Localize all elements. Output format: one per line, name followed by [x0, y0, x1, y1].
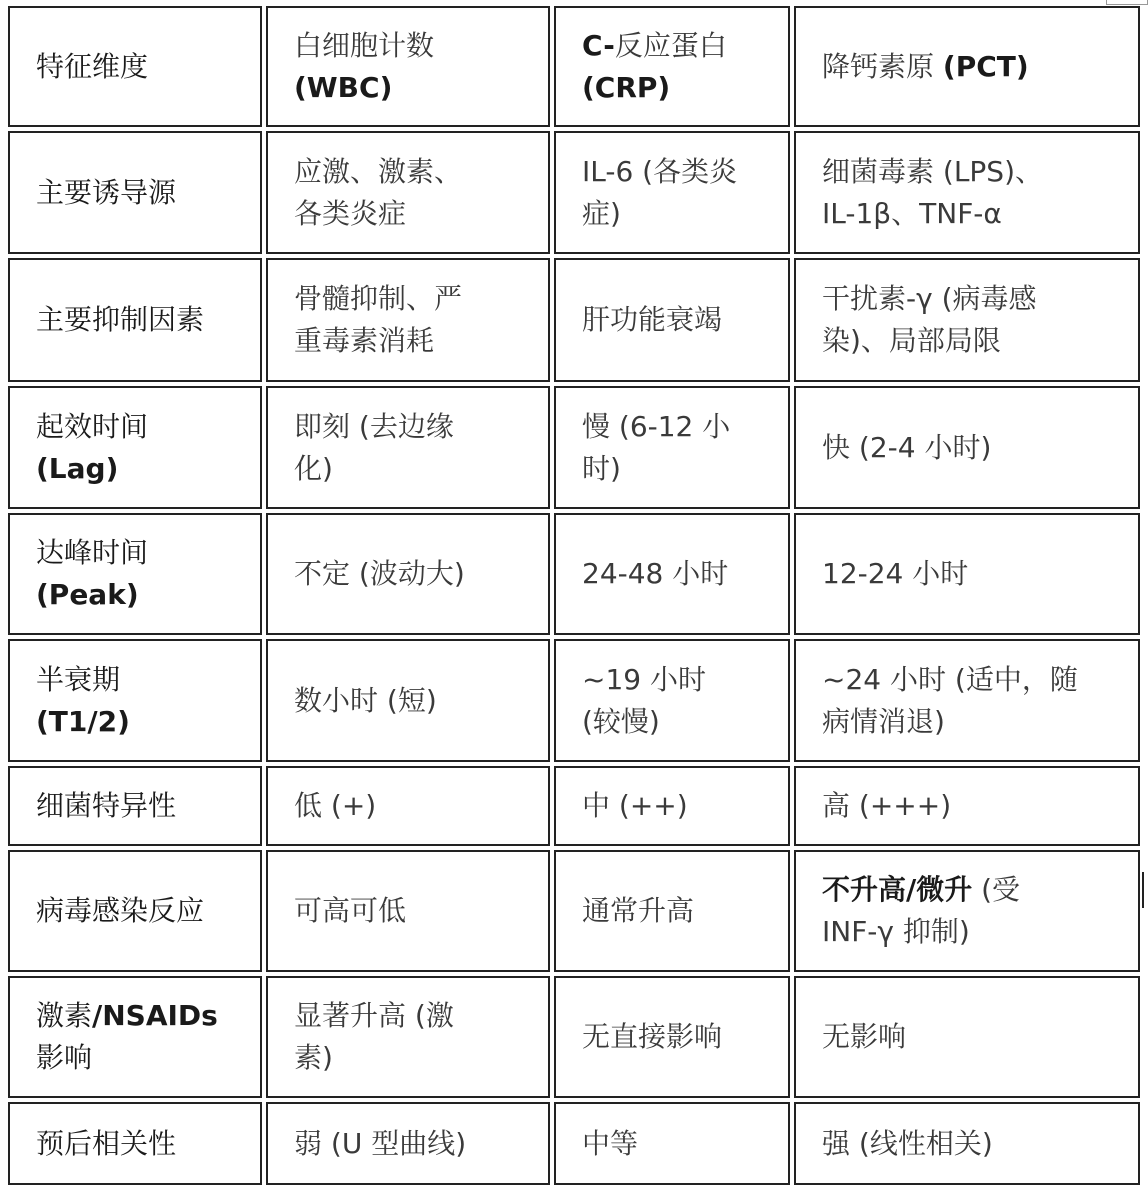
cell-line [582, 1016, 788, 1058]
cell-line [822, 659, 1138, 701]
cell-crp [554, 1102, 790, 1185]
cell-text: 24-48 小时 [582, 557, 729, 590]
table-row [8, 766, 1140, 846]
cell-pct [794, 258, 1140, 382]
cell-text: 白细胞计数 [294, 28, 435, 62]
cell-line [822, 869, 1138, 911]
cell-text: 即刻 (去边缘 [294, 409, 454, 443]
cell-line [36, 701, 260, 743]
cell-text: 细菌特异性 [36, 789, 177, 822]
cell-text: 重毒素消耗 [294, 324, 435, 357]
cell-line [36, 1037, 260, 1079]
cell-text: IL-1β、TNF-α [822, 196, 1002, 230]
table-row [8, 258, 1140, 382]
cell-wbc [266, 1102, 550, 1185]
cell-dimension [8, 850, 262, 972]
cell-text: (较慢) [582, 704, 660, 738]
cell-line [582, 785, 788, 827]
cell-text: 干扰素-γ (病毒感 [822, 282, 1037, 315]
cell-pct [794, 850, 1140, 972]
table-row [8, 513, 1140, 635]
cell-crp [554, 766, 790, 846]
cell-text: 降钙素原 [822, 49, 943, 83]
cell-text: 无影响 [822, 1020, 907, 1053]
cell-pct [794, 639, 1140, 762]
cell-text: 影响 [36, 1041, 93, 1074]
table-row [8, 386, 1140, 509]
cell-text: 不定 (波动大) [294, 557, 465, 590]
cell-text: 骨髓抑制、严 [294, 282, 463, 315]
cell-line [294, 151, 548, 193]
cell-text: 肝功能衰竭 [582, 303, 723, 336]
cell-wbc [266, 976, 550, 1098]
cell-text: 素) [294, 1041, 333, 1074]
cell-line [582, 701, 788, 743]
cell-line [822, 193, 1138, 235]
cell-text: 特征维度 [36, 49, 149, 83]
cell-line [582, 25, 788, 67]
cell-crp [554, 850, 790, 972]
cell-dimension [8, 1102, 262, 1185]
cell-text: 预后相关性 [36, 1126, 177, 1160]
cell-text: 应激、激素、 [294, 154, 463, 188]
cell-text: 起效时间 [36, 409, 149, 443]
cell-line [36, 172, 260, 214]
cell-text: /NSAIDs [92, 999, 218, 1032]
cell-text: 症) [582, 196, 621, 230]
cell-text: (Peak) [36, 578, 139, 611]
table-row [8, 1102, 1140, 1185]
cell-wbc [266, 639, 550, 762]
cell-text: ~24 小时 (适中，随 [822, 662, 1078, 696]
cell-text: (T1/2) [36, 704, 130, 738]
cell-text: 细菌毒素 (LPS)、 [822, 154, 1044, 188]
cell-text: 12-24 小时 [822, 557, 969, 590]
cell-pct [794, 513, 1140, 635]
cell-text: 主要诱导源 [36, 175, 177, 209]
cell-line [36, 659, 260, 701]
cell-line [822, 911, 1138, 953]
cell-line [294, 193, 548, 235]
cell-line [294, 25, 548, 67]
cell-wbc [266, 131, 550, 254]
cell-line [582, 193, 788, 235]
cell-crp [554, 639, 790, 762]
cell-line [822, 46, 1138, 88]
cell-text: ~19 小时 [582, 662, 706, 696]
cell-text: 染)、局部局限 [822, 324, 1001, 357]
cell-line [36, 299, 260, 341]
cell-line [294, 67, 548, 109]
cell-line [294, 1037, 548, 1079]
cell-text: 各类炎症 [294, 196, 407, 230]
cell-crp [554, 976, 790, 1098]
table-row [8, 639, 1140, 762]
cell-text: 显著升高 (激 [294, 999, 454, 1032]
cell-dimension [8, 766, 262, 846]
cell-text: C- [582, 28, 615, 62]
cell-text: 快 (2-4 小时) [822, 430, 992, 464]
cell-text: (CRP) [582, 70, 671, 104]
cell-wbc [266, 513, 550, 635]
cell-text: 半衰期 [36, 662, 121, 696]
cell-crp [554, 258, 790, 382]
cell-line [36, 890, 260, 932]
cell-line [294, 320, 548, 362]
header-cell-pct [794, 6, 1140, 127]
cell-line [36, 448, 260, 490]
cell-text: INF-γ 抑制) [822, 915, 970, 948]
cell-dimension [8, 976, 262, 1098]
cell-dimension [8, 131, 262, 254]
cell-text: 时) [582, 451, 621, 485]
cell-line [822, 1123, 1138, 1165]
cell-text: (PCT) [942, 49, 1029, 83]
cell-text: 主要抑制因素 [36, 303, 205, 336]
header-cell-dimension [8, 6, 262, 127]
cell-pct [794, 131, 1140, 254]
cell-line [294, 406, 548, 448]
cell-line [822, 553, 1138, 595]
cell-line [582, 890, 788, 932]
cell-line [582, 448, 788, 490]
cell-dimension [8, 386, 262, 509]
cell-line [294, 553, 548, 595]
cell-text: 慢 (6-12 小 [582, 409, 731, 443]
cell-crp [554, 386, 790, 509]
cell-line [294, 890, 548, 932]
cell-dimension [8, 513, 262, 635]
cell-text: 反应蛋白 [614, 28, 727, 62]
cell-line [822, 320, 1138, 362]
cell-line [294, 785, 548, 827]
comparison-table [4, 2, 1144, 1189]
cell-line [36, 995, 260, 1037]
cell-text: 激素 [36, 999, 93, 1032]
cell-line [36, 1123, 260, 1165]
cell-text: 不升高/微升 [822, 873, 973, 906]
cell-text: 弱 (U 型曲线) [294, 1126, 467, 1160]
cell-line [582, 299, 788, 341]
cell-crp [554, 131, 790, 254]
header-cell-crp [554, 6, 790, 127]
cell-wbc [266, 258, 550, 382]
cell-line [294, 680, 548, 722]
text-cursor [1142, 872, 1144, 908]
cell-text: 病毒感染反应 [36, 894, 205, 927]
header-cell-wbc [266, 6, 550, 127]
cell-text: 通常升高 [582, 894, 695, 927]
cell-line [294, 278, 548, 320]
cell-text: (WBC) [294, 70, 393, 104]
table-row [8, 850, 1140, 972]
cell-line [294, 995, 548, 1037]
table-row [8, 976, 1140, 1098]
cell-line [822, 278, 1138, 320]
cell-text: 病情消退) [822, 704, 945, 738]
cell-line [36, 406, 260, 448]
cell-text: IL-6 (各类炎 [582, 154, 738, 188]
cell-text: 可高可低 [294, 894, 407, 927]
cell-text: 中 (++) [582, 789, 688, 822]
cell-text: 化) [294, 451, 333, 485]
table-row [8, 131, 1140, 254]
cell-dimension [8, 639, 262, 762]
cell-text: 无直接影响 [582, 1020, 723, 1053]
cell-line [582, 553, 788, 595]
cell-pct [794, 976, 1140, 1098]
cell-line [36, 46, 260, 88]
cell-pct [794, 386, 1140, 509]
cell-line [36, 785, 260, 827]
cell-line [822, 1016, 1138, 1058]
cell-line [822, 151, 1138, 193]
cell-line [294, 1123, 548, 1165]
cell-line [582, 1123, 788, 1165]
cell-dimension [8, 258, 262, 382]
cell-line [582, 151, 788, 193]
cell-line [294, 448, 548, 490]
cell-line [582, 67, 788, 109]
cell-text: 数小时 (短) [294, 683, 437, 717]
table-header-row [8, 6, 1140, 127]
cell-crp [554, 513, 790, 635]
cell-line [822, 785, 1138, 827]
cell-line [36, 574, 260, 616]
cell-text: 高 (+++) [822, 789, 952, 822]
cell-text: 强 (线性相关) [822, 1126, 993, 1160]
cell-text: (Lag) [36, 451, 119, 485]
cell-text: (受 [972, 873, 1021, 906]
cell-wbc [266, 850, 550, 972]
cell-line [582, 406, 788, 448]
cell-line [36, 532, 260, 574]
cell-line [822, 701, 1138, 743]
cell-text: 达峰时间 [36, 536, 149, 569]
cell-pct [794, 1102, 1140, 1185]
cell-line [582, 659, 788, 701]
cell-text: 中等 [582, 1126, 639, 1160]
cell-text: 低 (+) [294, 789, 377, 822]
cell-wbc [266, 766, 550, 846]
cell-pct [794, 766, 1140, 846]
cell-wbc [266, 386, 550, 509]
cell-line [822, 427, 1138, 469]
